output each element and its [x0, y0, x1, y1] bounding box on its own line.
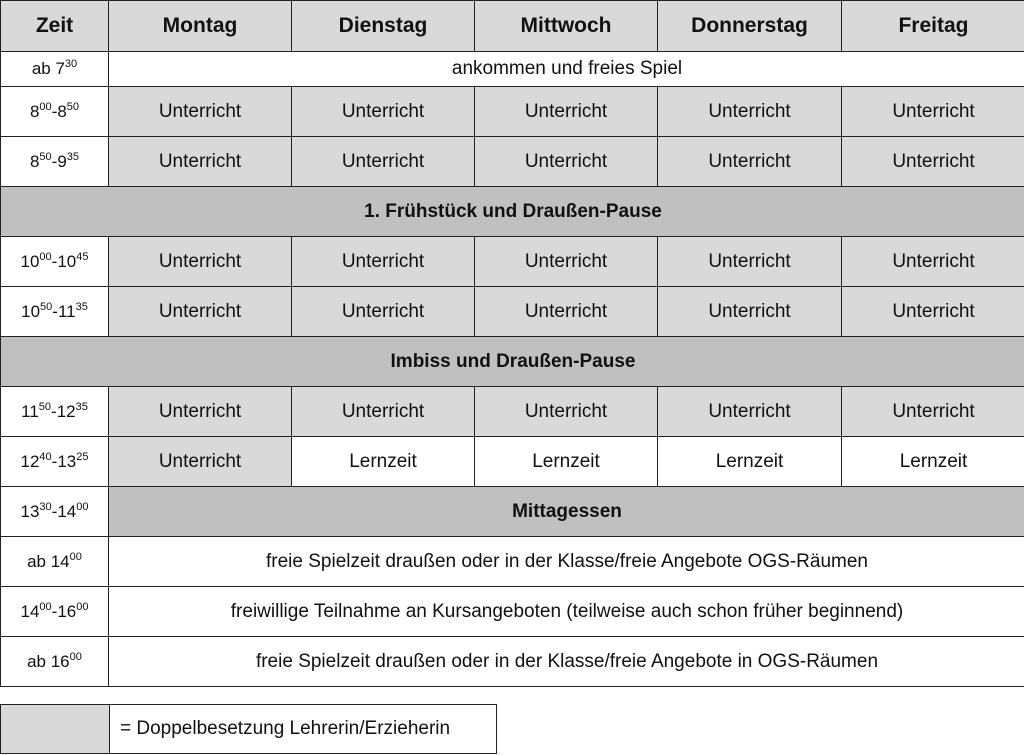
break-row: [1, 337, 1024, 387]
time-cell: $10^{50}-11^{35}$: [1, 287, 109, 337]
header-time: Zeit: [1, 1, 109, 52]
time-cell: $8^{50}-9^{35}$: [1, 137, 109, 187]
table-row: [1, 137, 1024, 187]
day-cell: Unterricht: [475, 387, 658, 437]
day-cell: Unterricht: [658, 137, 842, 187]
break-band: 1. Frühstück und Draußen-Pause: [1, 187, 1024, 237]
table-row: [1, 587, 1024, 637]
day-cell: Lernzeit: [658, 437, 842, 487]
day-cell: Unterricht: [292, 87, 475, 137]
table-row: [1, 52, 1024, 87]
day-cell: Unterricht: [292, 287, 475, 337]
header-wednesday: Mittwoch: [475, 1, 658, 52]
day-cell: Unterricht: [109, 87, 292, 137]
break-row: [1, 187, 1024, 237]
day-cell: Unterricht: [658, 237, 842, 287]
legend-swatch: [1, 705, 110, 753]
time-cell: $14^{00}-16^{00}$: [1, 587, 109, 637]
day-cell: Unterricht: [658, 87, 842, 137]
day-cell: Unterricht: [292, 387, 475, 437]
table-row: [1, 87, 1024, 137]
header-row: [1, 1, 1024, 52]
table-row: [1, 287, 1024, 337]
legend: [0, 704, 497, 754]
table-row: [1, 487, 1024, 537]
span-cell: freie Spielzeit draußen oder in der Klasse/freie Angebote in OGS-Räumen: [109, 637, 1024, 687]
day-cell: Unterricht: [109, 287, 292, 337]
time-cell: ab $16^{00}$: [1, 637, 109, 687]
day-cell: Unterricht: [658, 387, 842, 437]
day-cell: Lernzeit: [475, 437, 658, 487]
day-cell: Unterricht: [475, 287, 658, 337]
day-cell: Unterricht: [109, 237, 292, 287]
day-cell: Unterricht: [658, 287, 842, 337]
time-cell: $8^{00}-8^{50}$: [1, 87, 109, 137]
day-cell: Unterricht: [842, 137, 1024, 187]
legend-text: = Doppelbesetzung Lehrerin/Erzieherin: [110, 705, 496, 753]
time-cell: ab $7^{30}$: [1, 52, 109, 87]
day-cell: Unterricht: [292, 137, 475, 187]
day-cell: Unterricht: [475, 137, 658, 187]
day-cell: Unterricht: [842, 87, 1024, 137]
day-cell: Unterricht: [109, 137, 292, 187]
span-cell: freiwillige Teilnahme an Kursangeboten (teilweise auch schon früher beginnend): [109, 587, 1024, 637]
span-cell: freie Spielzeit draußen oder in der Klasse/freie Angebote OGS-Räumen: [109, 537, 1024, 587]
day-cell: Unterricht: [109, 387, 292, 437]
day-cell: Unterricht: [292, 237, 475, 287]
header-friday: Freitag: [842, 1, 1024, 52]
day-cell: Unterricht: [109, 437, 292, 487]
day-cell: Unterricht: [842, 287, 1024, 337]
header-monday: Montag: [109, 1, 292, 52]
day-cell: Unterricht: [842, 237, 1024, 287]
time-cell: $12^{40}-13^{25}$: [1, 437, 109, 487]
table-row: [1, 537, 1024, 587]
time-cell: $13^{30}-14^{00}$: [1, 487, 109, 537]
table-row: [1, 387, 1024, 437]
day-cell: Lernzeit: [842, 437, 1024, 487]
day-cell: Unterricht: [475, 237, 658, 287]
table-row: [1, 637, 1024, 687]
span-cell: ankommen und freies Spiel: [109, 52, 1024, 87]
header-tuesday: Dienstag: [292, 1, 475, 52]
table-row: [1, 437, 1024, 487]
day-cell: Unterricht: [842, 387, 1024, 437]
time-cell: ab $14^{00}$: [1, 537, 109, 587]
header-thursday: Donnerstag: [658, 1, 842, 52]
day-cell: Unterricht: [475, 87, 658, 137]
time-cell: $11^{50}-12^{35}$: [1, 387, 109, 437]
time-cell: $10^{00}-10^{45}$: [1, 237, 109, 287]
table-row: [1, 237, 1024, 287]
lunch-band: Mittagessen: [109, 487, 1024, 537]
break-band: Imbiss und Draußen-Pause: [1, 337, 1024, 387]
day-cell: Lernzeit: [292, 437, 475, 487]
